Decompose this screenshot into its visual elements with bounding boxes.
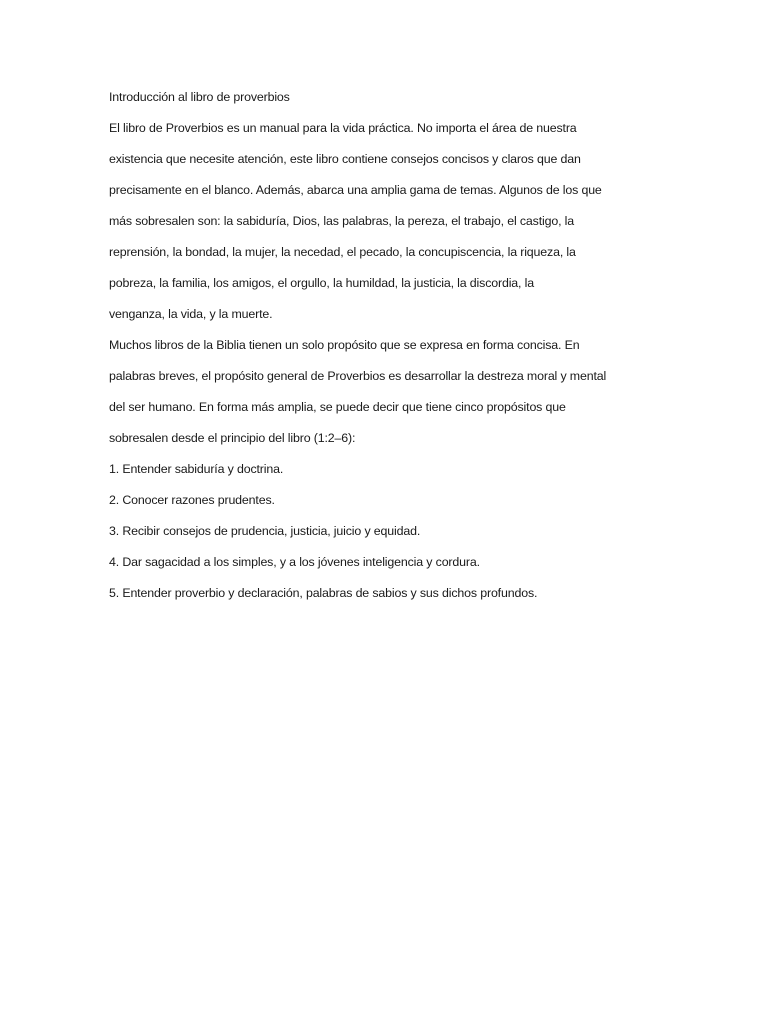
paragraph-line: existencia que necesite atención, este libro contiene consejos concisos y claros que dan (109, 152, 581, 166)
paragraph-line: pobreza, la familia, los amigos, el orgullo, la humildad, la justicia, la discordia, la (109, 276, 534, 290)
paragraph-line: El libro de Proverbios es un manual para la vida práctica. No importa el área de nuestra (109, 121, 577, 135)
purpose-list (109, 454, 669, 609)
paragraph-line: precisamente en el blanco. Además, abarca una amplia gama de temas. Algunos de los que (109, 183, 602, 197)
document-title: Introducción al libro de proverbios (109, 90, 290, 104)
paragraph-line: del ser humano. En forma más amplia, se puede decir que tiene cinco propósitos que (109, 400, 566, 414)
paragraph-line: reprensión, la bondad, la mujer, la necedad, el pecado, la concupiscencia, la riqueza, la (109, 245, 576, 259)
list-item: 4. Dar sagacidad a los simples, y a los jóvenes inteligencia y cordura. (109, 555, 480, 569)
list-item: 2. Conocer razones prudentes. (109, 493, 275, 507)
paragraph-intro (109, 113, 669, 330)
paragraph-purpose (109, 330, 669, 454)
paragraph-line: más sobresalen son: la sabiduría, Dios, las palabras, la pereza, el trabajo, el castigo, la (109, 214, 575, 228)
list-item: 3. Recibir consejos de prudencia, justicia, juicio y equidad. (109, 524, 421, 538)
paragraph-line: palabras breves, el propósito general de Proverbios es desarrollar la destreza moral y mental (109, 369, 607, 383)
paragraph-line: Muchos libros de la Biblia tienen un solo propósito que se expresa en forma concisa. En (109, 338, 580, 352)
paragraph-line: venganza, la vida, y la muerte. (109, 307, 273, 321)
document-body (109, 82, 669, 609)
paragraph-line: sobresalen desde el principio del libro (1:2–6): (109, 431, 356, 445)
list-item: 1. Entender sabiduría y doctrina. (109, 462, 284, 476)
list-item: 5. Entender proverbio y declaración, palabras de sabios y sus dichos profundos. (109, 586, 538, 600)
